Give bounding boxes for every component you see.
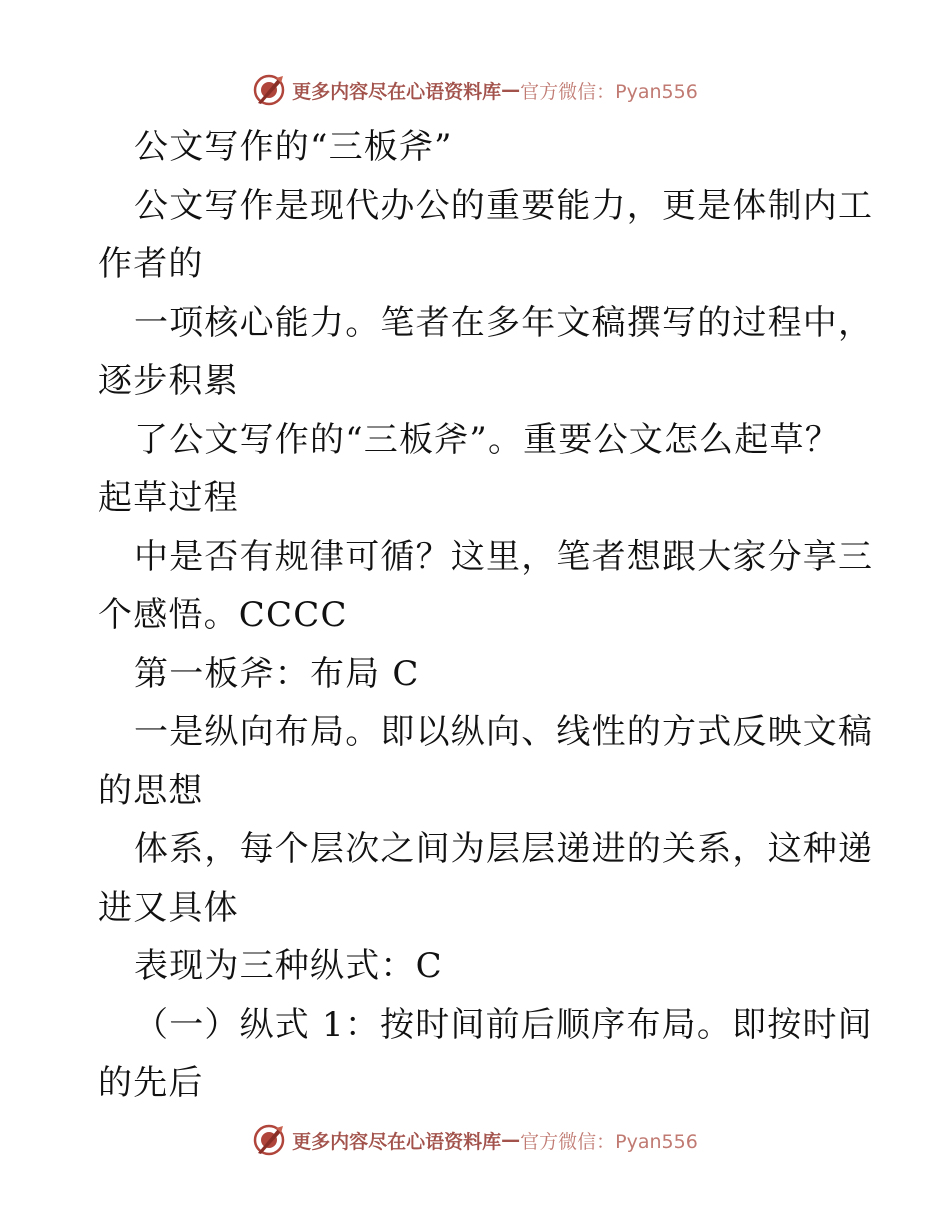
footer-watermark-banner [0,1120,950,1160]
text-line: 公文写作是现代办公的重要能力，更是体制内工 [134,185,874,226]
text-line: 公文写作的“三板斧” [134,127,453,167]
text-line: 一项核心能力。笔者在多年文稿撰写的过程中， [134,302,874,343]
banner-text: 更多内容尽在心语资料库 [292,1130,502,1153]
text-line: 了公文写作的“三板斧”。重要公文怎么起草？ [134,419,840,460]
banner-wechat: 官方微信：Pyan556 [520,80,698,103]
banner-separator: — [501,1129,521,1151]
text-line: 逐步积累 [98,361,239,401]
text-line: 一是纵向布局。即以纵向、线性的方式反映文稿 [134,712,874,752]
text-line: 起草过程 [98,478,239,518]
quill-pen-logo-icon [252,1123,286,1157]
text-line: 作者的 [98,244,204,284]
text-line: 进又具体 [98,887,239,928]
banner-text: 更多内容尽在心语资料库 [292,80,502,103]
quill-pen-logo-icon [252,73,286,107]
banner-wechat: 官方微信：Pyan556 [520,1130,698,1153]
text-line: 的先后 [98,1063,204,1103]
header-watermark-banner [0,70,950,110]
text-line: 个感悟。CCCC [98,595,348,635]
text-line: 体系，每个层次之间为层层递进的关系，这种递 [134,829,874,869]
text-line: 表现为三种纵式：C [134,946,443,986]
document-body [98,118,874,1113]
text-line: 中是否有规律可循？这里，笔者想跟大家分享三 [134,536,874,577]
text-line: （一）纵式 1：按时间前后顺序布局。即按时间 [134,1004,873,1045]
text-line: 的思想 [98,770,204,811]
banner-separator: — [501,79,521,101]
text-line: 第一板斧：布局 C [134,653,420,694]
